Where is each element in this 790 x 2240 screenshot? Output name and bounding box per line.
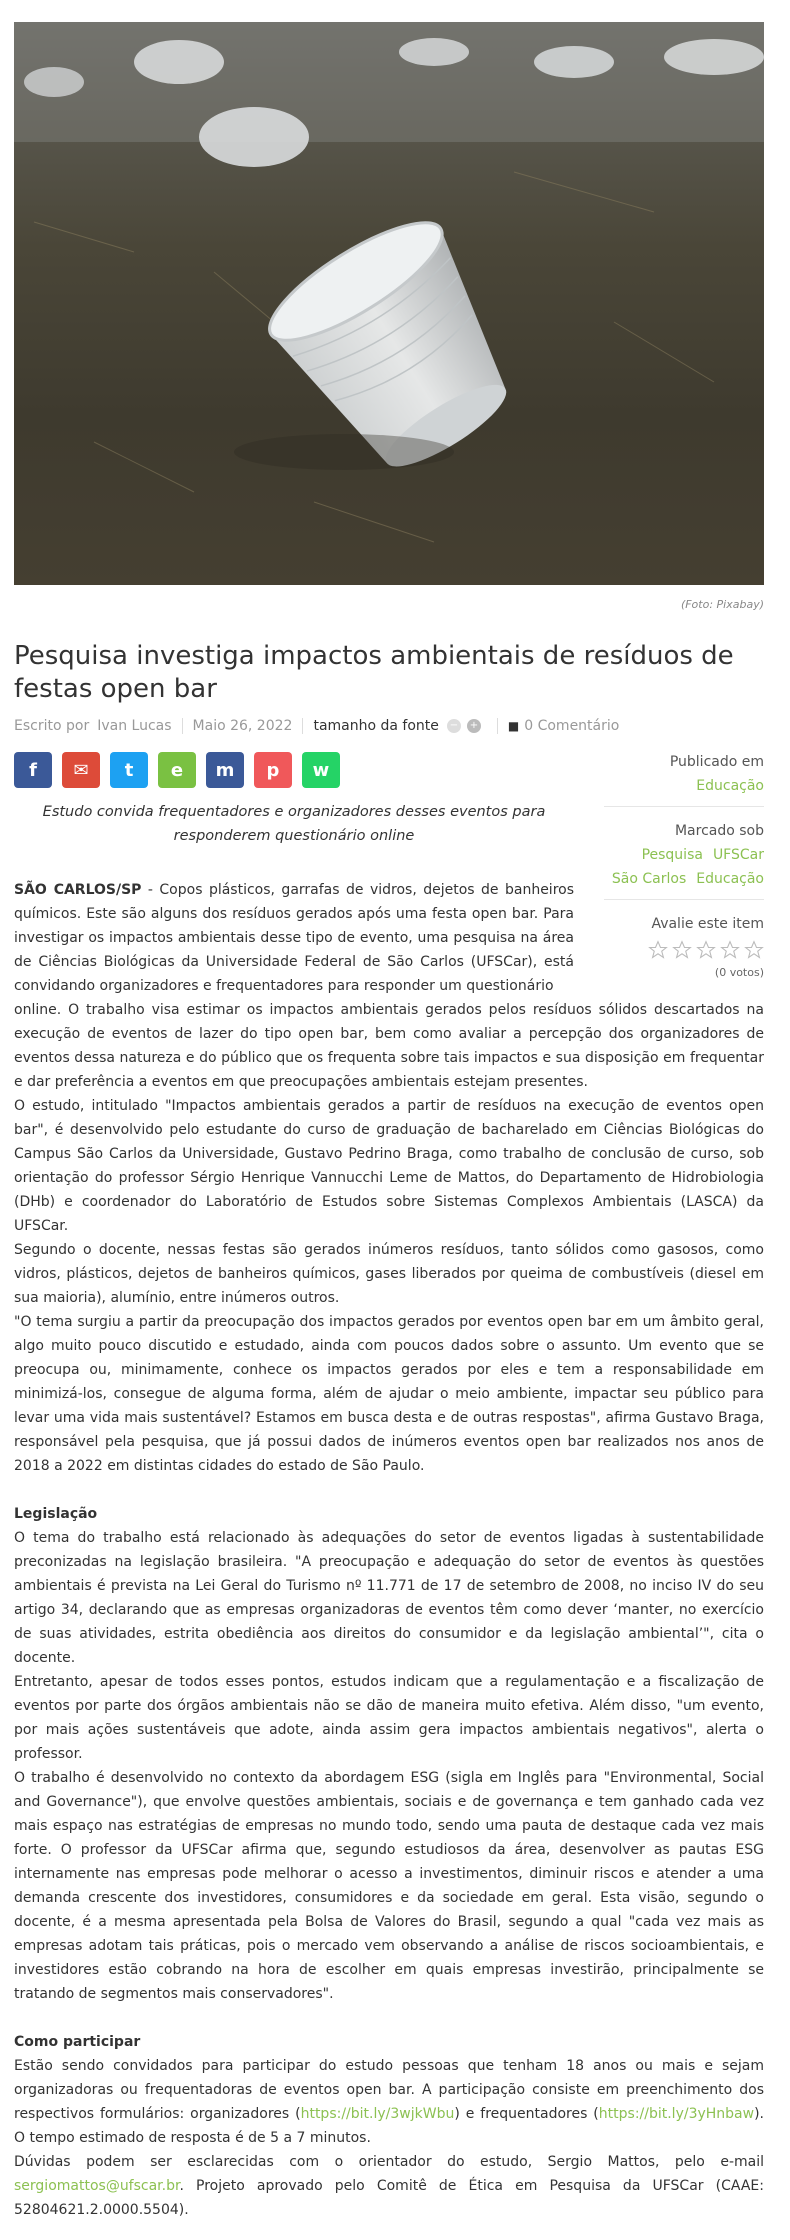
rate-label: Avalie este item bbox=[651, 916, 764, 932]
evernote-share-button[interactable] bbox=[158, 752, 196, 788]
meta-divider bbox=[497, 718, 498, 734]
font-increase-icon[interactable]: + bbox=[467, 719, 481, 733]
article-photo bbox=[14, 22, 764, 585]
email-link[interactable]: sergiomattos@ufscar.br bbox=[14, 2178, 180, 2194]
photo-caption: (Foto: Pixabay) bbox=[680, 598, 764, 611]
vote-count: (0 votos) bbox=[714, 966, 764, 979]
pinterest-icon: p bbox=[266, 759, 280, 781]
paragraph-text: ) e frequentadores ( bbox=[454, 2106, 599, 2122]
twitter-share-button[interactable] bbox=[110, 752, 148, 788]
section-heading bbox=[14, 2030, 764, 2054]
whatsapp-icon: w bbox=[312, 759, 330, 781]
page-title: Pesquisa investiga impactos ambientais de resíduos de festas open bar bbox=[14, 641, 734, 704]
tag-link[interactable]: UFSCar bbox=[712, 847, 764, 863]
email-share-button[interactable] bbox=[62, 752, 100, 788]
organizers-form-link[interactable]: https://bit.ly/3wjkWbu bbox=[300, 2106, 455, 2122]
tag-link[interactable]: Educação bbox=[696, 871, 764, 887]
paragraph: Entretanto, apesar de todos esses pontos, estudos indicam que a regulamentação e a fiscalização de eventos por parte dos órgãos ambientais não se dão de maneira muito efetiva. Além disso, "um evento, por mais ações sustentáveis que adote, ainda assim gera impactos ambientais negativos", alerta o professor. bbox=[14, 1674, 764, 1762]
tagged-label: Marcado sob bbox=[674, 823, 764, 839]
font-size-label: tamanho da fonte bbox=[313, 718, 439, 734]
paragraph: O estudo, intitulado "Impactos ambientais gerados a partir de resíduos na execução de eventos open bar", é desenvolvido pelo estudante do curso de graduação de bacharelado em Ciências Biológicas do Campus São Carlos da Universidade, Gustavo Pedrino Braga, como trabalho de conclusão de curso, sob orientação do professor Sérgio Henrique Vannucchi Leme de Mattos, do Departamento de Hidrobiologia (DHb) e coordenador do Laboratório de Estudos sobre Sistemas Complexos Ambientais (LASCA) da UFSCar. bbox=[14, 1098, 764, 1234]
paragraph: Segundo o docente, nessas festas são gerados inúmeros resíduos, tanto sólidos como gasosos, como vidros, plásticos, dejetos de banheiros químicos, gases liberados por queima de combustíveis (diesel em sua maioria), alumínio, entre inúmeros outros. bbox=[14, 1242, 764, 1306]
tag-link[interactable]: Pesquisa bbox=[641, 847, 703, 863]
myspace-icon: m bbox=[215, 759, 235, 781]
publish-date: Maio 26, 2022 bbox=[192, 718, 293, 734]
spacer bbox=[14, 1478, 764, 1502]
meta-divider bbox=[302, 718, 303, 734]
written-by-label: Escrito por bbox=[14, 718, 90, 734]
section-heading bbox=[14, 1502, 764, 1526]
article-meta bbox=[14, 716, 619, 736]
paragraph bbox=[14, 2150, 764, 2222]
author-link[interactable]: Ivan Lucas bbox=[97, 718, 172, 734]
pinterest-share-button[interactable] bbox=[254, 752, 292, 788]
tag-link[interactable]: São Carlos bbox=[611, 871, 687, 887]
facebook-share-button[interactable] bbox=[14, 752, 52, 788]
published-label: Publicado em bbox=[669, 754, 764, 770]
category-link[interactable]: Educação bbox=[696, 778, 764, 794]
paragraph bbox=[14, 2054, 764, 2150]
paragraph: online. O trabalho visa estimar os impactos ambientais gerados pelos resíduos sólidos descartados na execução de eventos de lazer do tipo open bar, bem como avaliar a percepção dos organizadores de eventos dessa natureza e do público que os frequenta sobre tais impactos e sua disposição em frequentar e dar preferência a eventos em que preocupações ambientais estejam presentes. bbox=[14, 1002, 764, 1090]
share-buttons bbox=[14, 752, 340, 788]
paragraph: "O tema surgiu a partir da preocupação dos impactos gerados por eventos open bar em um âmbito geral, algo muito pouco discutido e estudado, ainda com poucos dados sobre o assunto. Um evento que se preocupa ou, minimamente, conhece os impactos gerados por eles e tem a responsabilidade em minimizá-los, consegue de alguma forma, além de ajudar o meio ambiente, impactar seu público para levar uma vida mais sustentável? Estamos em busca desta e de outras respostas", afirma Gustavo Braga, responsável pela pesquisa, que já possui dados de inúmeros eventos open bar realizados nos anos de 2018 a 2022 em distintas cidades do estado de São Paulo. bbox=[14, 1314, 764, 1474]
article-body bbox=[14, 878, 764, 2222]
section-heading-text: Legislação bbox=[14, 1506, 98, 1522]
paragraph-text: Dúvidas podem ser esclarecidas com o orientador do estudo, Sergio Mattos, pelo e-mail bbox=[14, 2154, 764, 2170]
font-decrease-icon[interactable]: − bbox=[447, 719, 461, 733]
myspace-share-button[interactable] bbox=[206, 752, 244, 788]
dateline: SÃO CARLOS/SP bbox=[14, 882, 142, 898]
whatsapp-share-button[interactable] bbox=[302, 752, 340, 788]
plastic-cup-photo bbox=[14, 22, 764, 585]
published-in bbox=[604, 750, 764, 807]
attendees-form-link[interactable]: https://bit.ly/3yHnbaw bbox=[598, 2106, 755, 2122]
paragraph-text: - Copos plásticos, garrafas de vidros, dejetos de banheiros químicos. Este são alguns dos resíduos gerados após uma festa open bar. Para investigar os impactos ambientais desse tipo de evento, uma pesquisa na área de Ciências Biológicas da Universidade Federal de São Carlos (UFSCar), está convidando organizadores e frequentadores para responder um questionário bbox=[14, 882, 574, 994]
evernote-icon: e bbox=[170, 759, 184, 781]
article-lead: Estudo convida frequentadores e organizadores desses eventos para responderem questionário online bbox=[42, 804, 546, 844]
spacer bbox=[14, 2006, 764, 2030]
mail-icon: ✉ bbox=[73, 759, 89, 781]
meta-divider bbox=[182, 718, 183, 734]
comment-icon: ■ bbox=[507, 719, 520, 733]
paragraph bbox=[14, 878, 574, 998]
twitter-icon: t bbox=[124, 759, 134, 781]
facebook-icon: f bbox=[29, 759, 37, 781]
paragraph: O tema do trabalho está relacionado às adequações do setor de eventos ligadas à sustentabilidade preconizadas na legislação brasileira. "A preocupação e adequação do setor de eventos às questões ambientais é prevista na Lei Geral do Turismo nº 11.771 de 17 de setembro de 2008, no inciso IV do seu artigo 34, declarando que as empresas organizadoras de eventos têm como dever ‘manter, no exercício de suas atividades, estrita obediência aos direitos do consumidor e da legislação ambiental’", cita o docente. bbox=[14, 1530, 764, 1666]
comments-link[interactable]: 0 Comentário bbox=[524, 718, 620, 734]
paragraph: O trabalho é desenvolvido no contexto da abordagem ESG (sigla em Inglês para "Environmental, Social and Governance"), que envolve questões ambientais, sociais e de governança e tem ganhado cada vez mais espaço nas estratégias de empresas no mundo todo, sendo uma pauta de destaque cada vez mais forte. O professor da UFSCar afirma que, segundo estudiosos da área, desenvolver as pautas ESG internamente nas empresas pode melhorar o acesso a investimentos, diminuir riscos e atender a uma demanda crescente dos investidores, consumidores e da sociedade em geral. Esta visão, segundo o docente, é a mesma apresentada pela Bolsa de Valores do Brasil, segundo a qual "cada vez mais as empresas adotam tais práticas, pois o mercado vem observando a análise de riscos socioambientais, e investidores estão cobrando na hora de escolher em quais empresas investirão, principalmente se tratando de segmentos mais conservadores". bbox=[14, 1770, 764, 2002]
paragraph-text: ). O tempo estimado de resposta é de 5 a 7 minutos. bbox=[14, 2106, 765, 2146]
section-heading-text: Como participar bbox=[14, 2034, 141, 2050]
paragraph-text: . Projeto aprovado pelo Comitê de Ética em Pesquisa da UFSCar (CAAE: 52804621.2.0000.5504). bbox=[14, 2178, 764, 2218]
paragraph-text: Estão sendo convidados para participar do estudo pessoas que tenham 18 anos ou mais e sejam organizadoras ou frequentadoras de eventos open bar. A participação consiste em preenchimento dos respectivos formulários: organizadores ( bbox=[14, 2058, 764, 2122]
